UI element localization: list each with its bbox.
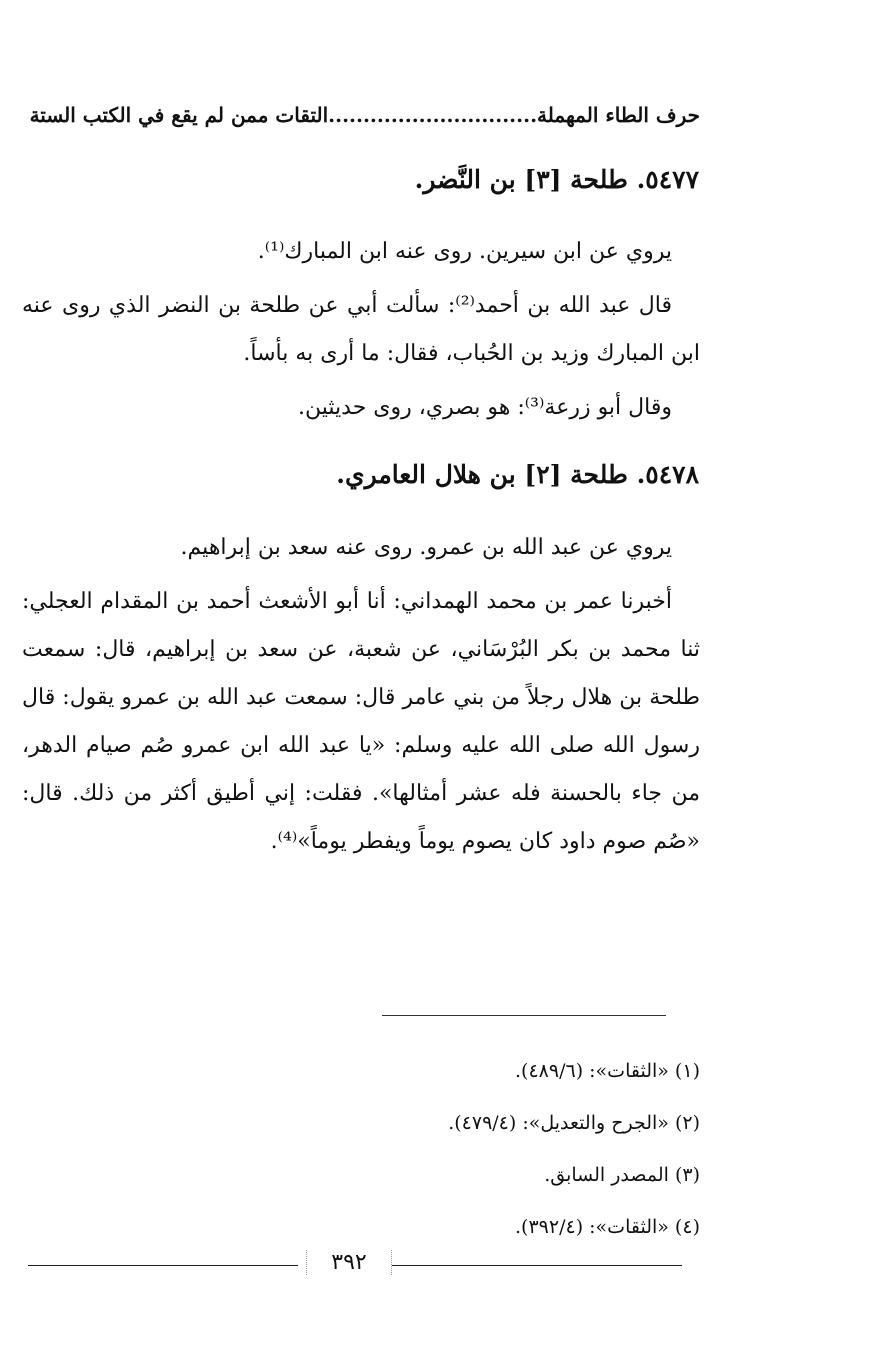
page-number: ٣٩٢ [306,1250,392,1275]
paragraph: يروي عن ابن سيرين. روى عنه ابن المبارك⁽¹⁾. [257,239,672,264]
footer-rule-left [28,1265,298,1266]
paragraph: قال عبد الله بن أحمد⁽²⁾: سألت أبي عن طلحة بن النضر الذي روى عنه ابن المبارك وزيد بن الحُباب، فقال: ما أرى به بأساً. [22,293,700,366]
entry-body [22,228,700,432]
entry-body [22,524,700,866]
header-chapter: حرف الطاء المهملة... [516,103,700,127]
paragraph: وقال أبو زرعة⁽³⁾: هو بصري، روى حديثين. [298,395,672,420]
footer-rule-right [392,1265,682,1266]
footnote: (٣) المصدر السابق. [544,1164,700,1186]
running-header [29,103,700,127]
entry-title: ٥٤٧٨. طلحة [٢] بن هلال العامري. [336,460,699,489]
paragraph: يروي عن عبد الله بن عمرو. روى عنه سعد بن إبراهيم. [180,535,672,560]
header-book-title: ...........................التقات ممن لم يقع في الكتب الستة [29,103,517,127]
entry-title: ٥٤٧٧. طلحة [٣] بن النَّضر. [414,165,699,194]
footnote-separator [382,1015,666,1016]
footnote: (١) «الثقات»: (٤٨٩/٦). [515,1060,700,1082]
footnote: (٢) «الجرح والتعديل»: (٤٧٩/٤). [448,1112,700,1134]
paragraph: أخبرنا عمر بن محمد الهمداني: أنا أبو الأشعث أحمد بن المقدام العجلي: ثنا محمد بن بكر البُرْسَاني، عن شعبة، عن سعد بن إبراهيم، قال: سمعت طلحة بن هلال رجلاً من بني عامر قال: سمعت عبد الله بن عمرو يقول: قال رسول الله صلى الله عليه وسلم: «يا عبد الله ابن عمرو صُم صيام الدهر، من جاء بالحسنة فله عشر أمثالها». فقلت: إني أطيق أكثر من ذلك. قال: «صُم صوم داود كان يصوم يوماً ويفطر يوماً»⁽⁴⁾. [22,589,700,854]
footnotes [120,1045,700,1253]
footnote: (٤) «الثقات»: (٣٩٢/٤). [515,1216,700,1238]
